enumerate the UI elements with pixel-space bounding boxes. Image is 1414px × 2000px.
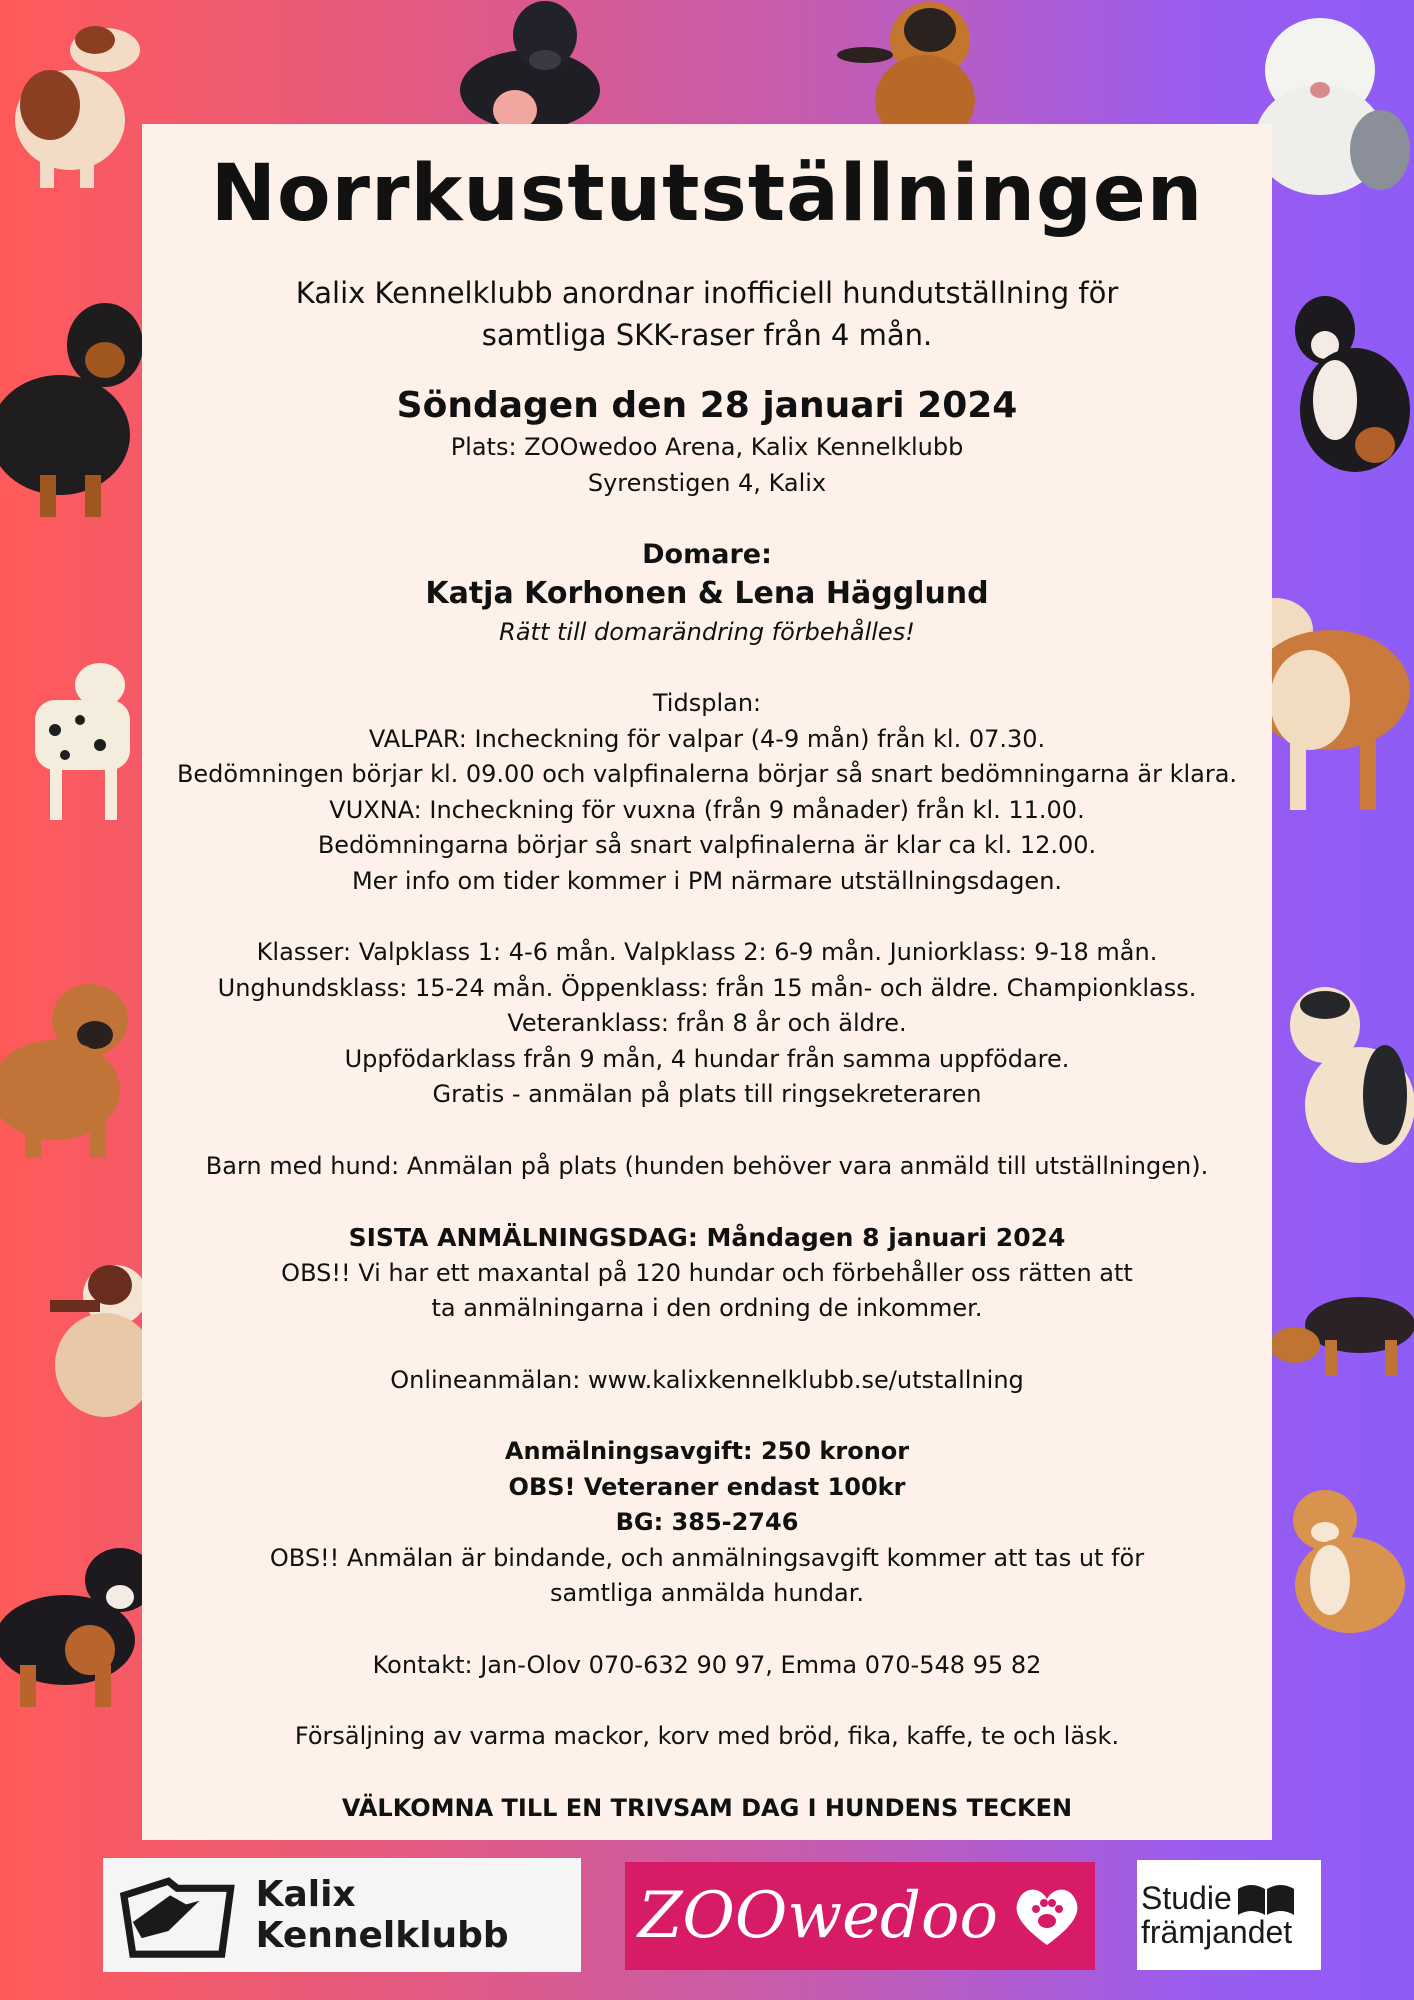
- judges-label: Domare:: [642, 539, 772, 570]
- book-icon: [1236, 1881, 1296, 1915]
- zoowedoo-logo: [625, 1862, 1095, 1970]
- judges-note: Rätt till domarändring förbehålles!: [499, 617, 915, 646]
- studie-logo-text-2: främjandet: [1141, 1914, 1293, 1950]
- dog-illustration-bernese-running: [0, 1535, 160, 1710]
- classes-section: Klasser: Valpklass 1: 4-6 mån. Valpklass 2: 6-9 mån. Juniorklass: 9-18 mån. Unghundsklass: 15-24 mån. Öppenklass: från 15 mån- och äldre. Championklass. Veteranklass: från 8 år och äldre. Uppfödarklass från 9 mån, 4 hundar från samma uppfödare. Gratis - anmälan på plats till ringsekreteraren: [217, 938, 1197, 1108]
- kalix-kennelklubb-logo: [103, 1858, 581, 1972]
- sponsor-logos: [0, 1858, 1414, 1976]
- dog-illustration-akita: [1280, 1480, 1414, 1640]
- sales-info: Försäljning av varma mackor, korv med bröd, fika, kaffe, te och läsk.: [294, 1722, 1120, 1750]
- kalix-logo-text: Kalix Kennelklubb: [255, 1874, 509, 1956]
- dog-illustration-mastiff: [0, 980, 135, 1160]
- registration-deadline: SISTA ANMÄLNINGSDAG: Måndagen 8 januari 2024: [348, 1223, 1066, 1252]
- welcome-message: VÄLKOMNA TILL EN TRIVSAM DAG I HUNDENS TECKEN: [341, 1793, 1073, 1822]
- dog-illustration-shepherd-sniffing: [1265, 1285, 1414, 1380]
- children-info: Barn med hund: Anmälan på plats (hunden behöver vara anmäld till utställningen).: [205, 1151, 1209, 1180]
- dog-illustration-brown-white: [0, 10, 150, 190]
- heart-paw-icon: [1012, 1885, 1082, 1947]
- online-registration: Onlineanmälan: www.kalixkennelklubb.se/utstallning: [390, 1365, 1024, 1394]
- page-title: Norrkustutställningen: [210, 149, 1204, 239]
- zoowedoo-logo-text: ZOOwedoo: [637, 1879, 999, 1953]
- dog-illustration-rottweiler: [0, 295, 145, 520]
- studiefrämjandet-logo: [1137, 1860, 1321, 1970]
- dog-head-icon: [115, 1863, 240, 1967]
- dog-illustration-husky: [1285, 975, 1414, 1165]
- studie-logo-text-1: Studie: [1141, 1880, 1232, 1916]
- fee-note: OBS!! Anmälan är bindande, och anmälningsavgift kommer att tas ut för samtliga anmälda hundar.: [269, 1543, 1145, 1607]
- event-date: Söndagen den 28 januari 2024: [396, 385, 1018, 426]
- intro-text: Kalix Kennelklubb anordnar inofficiell hundutställning för samtliga SKK-raser från 4 mån.: [295, 276, 1119, 352]
- deadline-note: OBS!! Vi har ett maxantal på 120 hundar och förbehåller oss rätten att ta anmälningarna i den ordning de inkommer.: [281, 1258, 1133, 1322]
- content-panel: [142, 124, 1272, 1840]
- fee-section: Anmälningsavgift: 250 kronor OBS! Veteraner endast 100kr BG: 385-2746: [504, 1437, 910, 1536]
- schedule-section: Tidsplan: VALPAR: Incheckning för valpar (4-9 mån) från kl. 07.30. Bedömningen börjar kl. 09.00 och valpfinalerna börjar så snart bedömningarna är klara. VUXNA: Incheckning för vuxna (från 9 månader) från kl. 11.00. Bedömningarna börjar så snart valpfinalerna är klar ca kl. 12.00. Mer info om tider kommer i PM närmare utställningsdagen.: [176, 689, 1238, 895]
- contact-info: Kontakt: Jan-Olov 070-632 90 97, Emma 070-548 95 82: [372, 1650, 1042, 1679]
- event-location: Plats: ZOOwedoo Arena, Kalix Kennelklubb Syrenstigen 4, Kalix: [450, 433, 964, 497]
- judges-names: Katja Korhonen & Lena Hägglund: [425, 575, 989, 611]
- dog-illustration-dalmatian: [5, 660, 135, 825]
- dog-illustration-bernese-sitting: [1285, 290, 1414, 475]
